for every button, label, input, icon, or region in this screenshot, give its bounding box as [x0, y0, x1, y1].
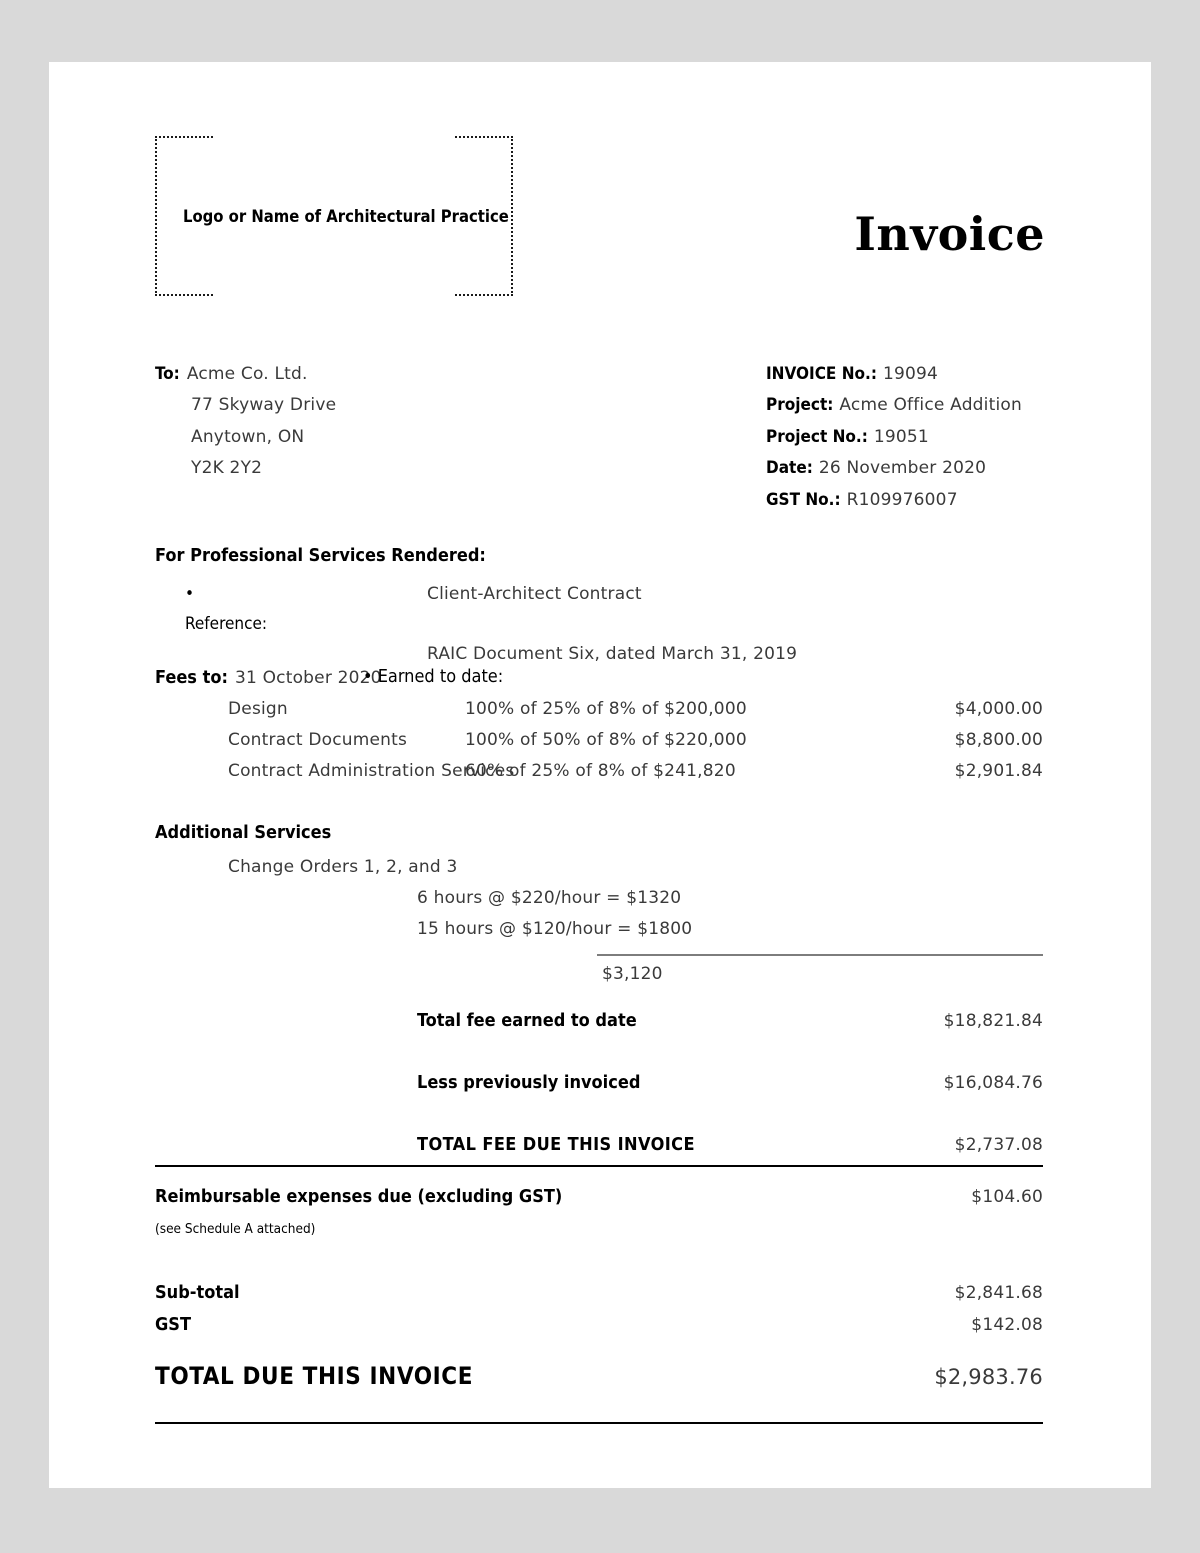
additional-services-block [155, 852, 1043, 990]
gst-number-label: GST No.: [766, 489, 841, 510]
reference-value-line-2: RAIC Document Six, dated March 31, 2019 [427, 644, 798, 664]
fees-to-row [155, 667, 382, 688]
page-title: Invoice [854, 207, 1045, 261]
grand-total-row [155, 1362, 1043, 1390]
invoice-page [49, 62, 1151, 1488]
invoice-number-label: INVOICE No.: [766, 364, 877, 384]
earned-to-date-label: • Earned to date: [363, 666, 504, 687]
fee-amount: $2,901.84 [954, 761, 1043, 781]
schedule-a-note: (see Schedule A attached) [155, 1221, 316, 1237]
reimbursables-amount: $104.60 [971, 1187, 1043, 1207]
reimbursables-label: Reimbursable expenses due (excluding GST) [155, 1186, 563, 1207]
professional-services-heading: For Professional Services Rendered: [155, 545, 486, 566]
date-value: 26 November 2020 [818, 458, 987, 479]
subtotal-amount: $2,841.68 [954, 1283, 1043, 1303]
addressee-postal-code: Y2K 2Y2 [191, 458, 263, 479]
project-value: Acme Office Addition [839, 395, 1022, 416]
addressee-block [155, 359, 336, 485]
invoice-meta-block [766, 359, 1022, 516]
total-fee-due-label: TOTAL FEE DUE THIS INVOICE [417, 1134, 695, 1155]
fee-calculation: 100% of 50% of 8% of $220,000 [465, 730, 747, 750]
subtotal-row [155, 1282, 1043, 1314]
date-label: Date: [766, 458, 813, 479]
logo-placeholder-text: Logo or Name of Architectural Practice [183, 206, 509, 226]
gst-label: GST [155, 1314, 191, 1335]
project-number-value: 19051 [873, 426, 929, 447]
grand-total-amount: $2,983.76 [934, 1365, 1043, 1389]
fee-description: Contract Documents [228, 730, 408, 750]
less-previously-invoiced-label: Less previously invoiced [417, 1072, 641, 1093]
addressee-city: Anytown, ON [191, 426, 305, 447]
table-row [155, 699, 1043, 730]
fees-to-label: Fees to: [155, 667, 228, 688]
project-label: Project: [766, 395, 834, 416]
grand-total-label: TOTAL DUE THIS INVOICE [155, 1362, 474, 1390]
to-label: To: [155, 364, 180, 384]
divider-above-reimbursables [155, 1165, 1043, 1167]
reference-value-line-1: Client-Architect Contract [427, 584, 642, 604]
reference-row-secondary [155, 639, 797, 669]
less-previously-invoiced-amount: $16,084.76 [943, 1073, 1043, 1093]
total-fee-earned-amount: $18,821.84 [943, 1011, 1043, 1031]
less-previously-invoiced-row [155, 1072, 1043, 1134]
reference-row [155, 579, 797, 639]
fee-description: Contract Administration Services [228, 761, 515, 781]
gst-amount: $142.08 [971, 1315, 1043, 1335]
divider-below-grand-total [155, 1422, 1043, 1424]
summary-block [155, 1282, 1043, 1346]
logo-placeholder-box [155, 136, 513, 296]
table-row [155, 761, 1043, 792]
additional-services-heading: Additional Services [155, 822, 332, 843]
total-fee-earned-label: Total fee earned to date [417, 1010, 637, 1031]
addressee-line [155, 359, 336, 390]
totals-block [155, 1010, 1043, 1196]
fee-amount: $8,800.00 [954, 730, 1043, 750]
table-row [155, 730, 1043, 761]
invoice-number-value: 19094 [882, 364, 939, 384]
hours-line-2: 15 hours @ $120/hour = $1800 [417, 919, 693, 939]
reference-label: • Reference: [185, 584, 268, 634]
reimbursables-row [155, 1186, 1043, 1207]
total-fee-due-amount: $2,737.08 [954, 1135, 1043, 1155]
reference-block [155, 579, 797, 669]
project-row [766, 390, 1022, 421]
additional-services-subtotal: $3,120 [602, 964, 663, 984]
hours-line-1: 6 hours @ $220/hour = $1320 [417, 888, 682, 908]
gst-number-value: R109976007 [846, 489, 958, 510]
date-row [766, 453, 1022, 484]
project-number-row [766, 422, 1022, 453]
addressee-street: 77 Skyway Drive [191, 395, 337, 416]
addressee-name: Acme Co. Ltd. [186, 364, 308, 384]
total-fee-earned-row [155, 1010, 1043, 1072]
fees-to-date: 31 October 2020 [234, 668, 382, 688]
change-orders-line: Change Orders 1, 2, and 3 [228, 857, 458, 877]
fee-calculation: 60% of 25% of 8% of $241,820 [465, 761, 736, 781]
fee-description: Design [228, 699, 288, 719]
fee-amount: $4,000.00 [954, 699, 1043, 719]
project-number-label: Project No.: [766, 426, 868, 447]
gst-number-row [766, 485, 1022, 516]
reimbursables-block [155, 1186, 1043, 1237]
fee-calculation: 100% of 25% of 8% of $200,000 [465, 699, 747, 719]
gst-row [155, 1314, 1043, 1346]
fee-rows [155, 699, 1043, 792]
invoice-number-row [766, 359, 1022, 390]
subtotal-label: Sub-total [155, 1282, 240, 1303]
